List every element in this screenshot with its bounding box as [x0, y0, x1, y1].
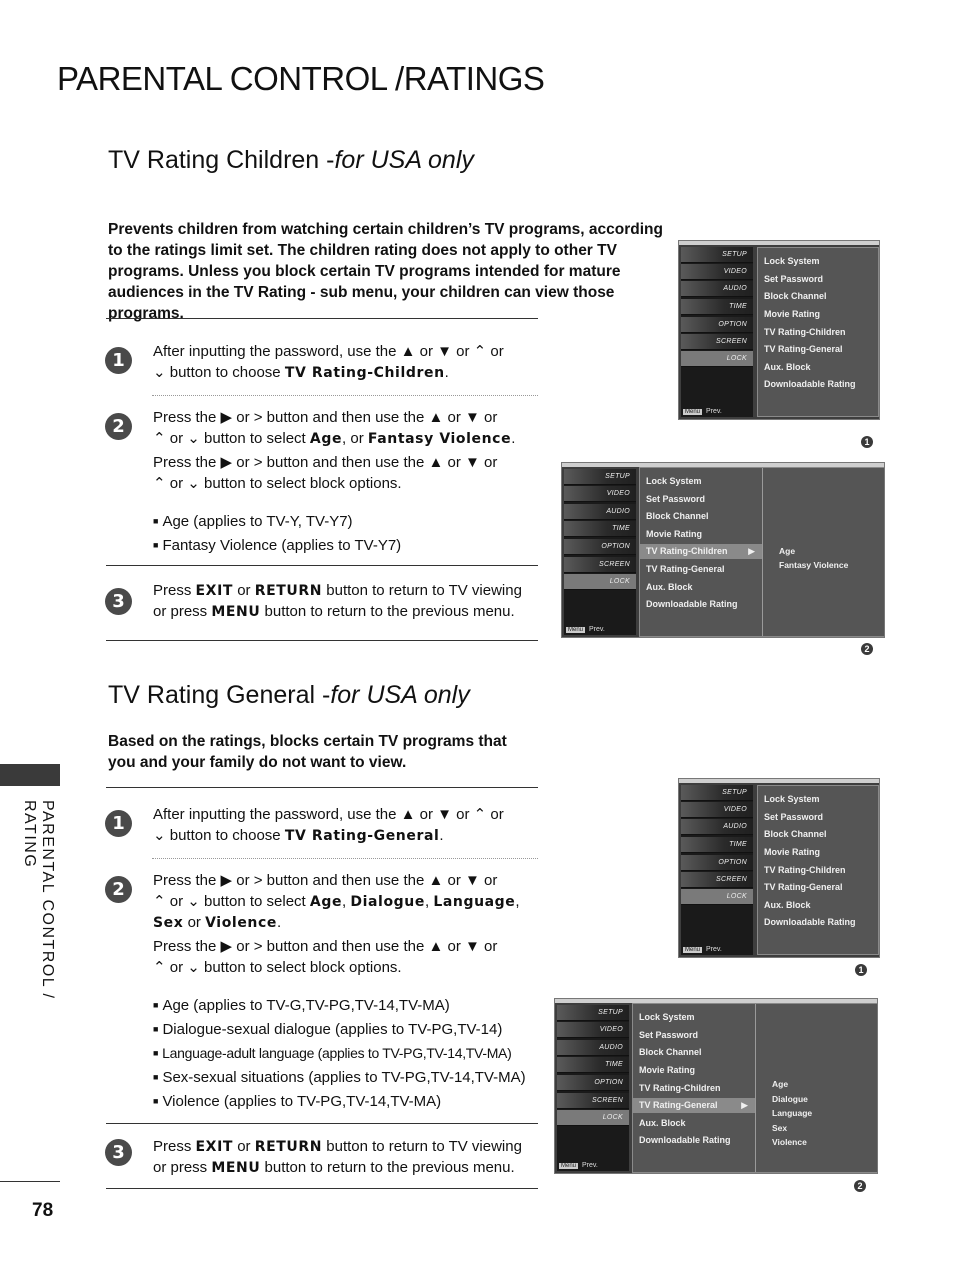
submenu-panel — [762, 468, 884, 636]
menu-footer: Menu Prev. — [685, 408, 722, 415]
menu-item: Movie Rating — [764, 309, 821, 319]
tv-menu-screenshot — [678, 778, 880, 958]
children-step2-line4: ⌃ or ⌄ button to select block options. — [153, 475, 402, 492]
menu-tab: SETUP — [681, 785, 753, 801]
menu-tab: TIME — [557, 1057, 629, 1073]
menu-tab: OPTION — [681, 855, 753, 871]
figure-number: 2 — [861, 643, 873, 655]
general-step2-line3: Sex or Violence. — [153, 914, 282, 931]
menu-item: TV Rating-General — [764, 882, 843, 892]
figure-number: 1 — [861, 436, 873, 448]
keyword: RETURN — [254, 1139, 323, 1155]
general-step2-line5: ⌃ or ⌄ button to select block options. — [153, 959, 402, 976]
step-number: 3 — [105, 588, 132, 615]
menu-item: TV Rating-Children — [764, 865, 846, 875]
divider — [106, 565, 538, 566]
keyword: Sex — [153, 915, 184, 931]
children-step2-line1: Press the ▶ or > button and then use the ▲ or ▼ or — [153, 409, 498, 426]
menu-item: Block Channel — [646, 511, 709, 521]
menu-item: Downloadable Rating — [764, 379, 856, 389]
children-step1-line2: ⌄ button to choose TV Rating-Children. — [153, 364, 449, 381]
page-number: 78 — [32, 1200, 54, 1221]
keyword: Age — [309, 894, 343, 910]
bullet-item: ■ Dialogue-sexual dialogue (applies to TV-PG,TV-14) — [153, 1021, 503, 1038]
menu-item: Lock System — [646, 476, 702, 486]
menu-item: Downloadable Rating — [764, 917, 856, 927]
menu-item: Movie Rating — [646, 529, 703, 539]
menu-footer: Menu Prev. — [568, 626, 605, 633]
children-step2-line2: ⌃ or ⌄ button to select Age, or Fantasy Violence. — [153, 430, 516, 447]
keyword: Dialogue — [350, 894, 425, 910]
general-step2-line1: Press the ▶ or > button and then use the ▲ or ▼ or — [153, 872, 498, 889]
figure-number: 1 — [855, 964, 867, 976]
menu-tab: SETUP — [564, 469, 636, 485]
keyword: RETURN — [254, 583, 323, 599]
menu-tab: VIDEO — [681, 264, 753, 280]
menu-tab-lock: LOCK — [557, 1110, 629, 1126]
dotted-divider — [152, 395, 538, 396]
step-number: 1 — [105, 810, 132, 837]
menu-tab: OPTION — [564, 539, 636, 555]
general-step3-line1: Press EXIT or RETURN button to return to TV viewing — [153, 1138, 522, 1155]
menu-tab: TIME — [681, 837, 753, 853]
divider — [106, 1123, 538, 1124]
menu-panel — [639, 467, 884, 637]
keyword: EXIT — [195, 1139, 234, 1155]
submenu-item: Violence — [772, 1137, 807, 1147]
menu-item: Lock System — [764, 794, 820, 804]
menu-item: Aux. Block — [764, 900, 811, 910]
keyword: TV Rating-Children — [284, 365, 445, 381]
menu-tab: SETUP — [681, 247, 753, 263]
menu-item: Aux. Block — [646, 582, 693, 592]
children-heading-main: TV Rating Children - — [108, 146, 335, 174]
menu-item: Lock System — [764, 256, 820, 266]
children-step3-line1: Press EXIT or RETURN button to return to TV viewing — [153, 582, 522, 599]
step-number: 2 — [105, 876, 132, 903]
menu-tab: AUDIO — [681, 819, 753, 835]
menu-tab: SETUP — [557, 1005, 629, 1021]
menu-item: Downloadable Rating — [646, 599, 738, 609]
children-heading — [108, 146, 474, 175]
divider — [106, 1188, 538, 1189]
menu-tab-lock: LOCK — [681, 351, 753, 367]
menu-item: Movie Rating — [639, 1065, 696, 1075]
menu-tab-lock: LOCK — [681, 889, 753, 905]
menu-tab-lock: LOCK — [564, 574, 636, 590]
children-intro: Prevents children from watching certain children’s TV programs, according to the ratings limit set. The children rating does not apply to other TV programs. Unless you block certain TV programs intended for mature audiences in the TV Rating - sub menu, your children can view those programs. — [108, 221, 663, 322]
menu-tab-strip — [681, 247, 753, 417]
bullet-item: ■ Language-adult language (applies to TV-PG,TV-14,TV-MA) — [153, 1045, 512, 1061]
right-arrow-icon: ▶ — [741, 1100, 748, 1110]
menu-item: Downloadable Rating — [639, 1135, 731, 1145]
bullet-item: ■ Violence (applies to TV-PG,TV-14,TV-MA) — [153, 1093, 442, 1110]
menu-tab: SCREEN — [564, 557, 636, 573]
menu-item: Set Password — [646, 494, 706, 504]
divider — [106, 318, 538, 319]
general-step2-line4: Press the ▶ or > button and then use the ▲ or ▼ or — [153, 938, 498, 955]
menu-tab: TIME — [564, 521, 636, 537]
keyword: MENU — [211, 1160, 261, 1176]
keyword: Fantasy Violence — [367, 431, 512, 447]
menu-item: Aux. Block — [764, 362, 811, 372]
keyword: EXIT — [195, 583, 234, 599]
children-step2-line3: Press the ▶ or > button and then use the ▲ or ▼ or — [153, 454, 498, 471]
step-number: 3 — [105, 1139, 132, 1166]
menu-item-selected: TV Rating-Children ▶ — [640, 544, 763, 559]
menu-tab: VIDEO — [681, 802, 753, 818]
children-step1-line1: After inputting the password, use the ▲ or ▼ or ⌃ or — [153, 343, 504, 360]
menu-item: Set Password — [764, 812, 824, 822]
tv-menu-screenshot — [554, 998, 878, 1174]
right-arrow-icon: ▶ — [748, 546, 755, 556]
page-title: PARENTAL CONTROL /RATINGS — [57, 60, 545, 97]
general-step3-line2: or press MENU button to return to the previous menu. — [153, 1159, 515, 1176]
menu-tab: SCREEN — [681, 334, 753, 350]
menu-panel — [632, 1003, 877, 1173]
menu-footer: Menu Prev. — [561, 1162, 598, 1169]
submenu-panel — [755, 1004, 877, 1172]
step-number: 1 — [105, 347, 132, 374]
menu-tab: OPTION — [681, 317, 753, 333]
menu-tab: SCREEN — [681, 872, 753, 888]
side-tab-marker — [0, 764, 60, 786]
menu-tab-strip — [564, 469, 636, 635]
bullet-item: ■ Age (applies to TV-Y, TV-Y7) — [153, 513, 353, 530]
menu-item: TV Rating-General — [646, 564, 725, 574]
menu-tab: SCREEN — [557, 1093, 629, 1109]
menu-item: TV Rating-Children — [639, 1083, 721, 1093]
keyword: TV Rating-General — [284, 828, 440, 844]
menu-item: Movie Rating — [764, 847, 821, 857]
menu-item: Aux. Block — [639, 1118, 686, 1128]
step-text: , or — [342, 430, 368, 447]
divider — [106, 787, 538, 788]
menu-tab: AUDIO — [564, 504, 636, 520]
general-step2-line2: ⌃ or ⌄ button to select Age, Dialogue, Language, — [153, 893, 520, 910]
menu-tab: AUDIO — [681, 281, 753, 297]
general-step1-line1: After inputting the password, use the ▲ or ▼ or ⌃ or — [153, 806, 504, 823]
menu-item: Set Password — [639, 1030, 699, 1040]
page-number-rule — [0, 1181, 60, 1182]
bullet-item: ■ Age (applies to TV-G,TV-PG,TV-14,TV-MA) — [153, 997, 450, 1014]
general-heading-italic: for USA only — [330, 681, 470, 709]
submenu-item: Age — [779, 546, 796, 556]
tv-menu-screenshot — [678, 240, 880, 420]
menu-item: Set Password — [764, 274, 824, 284]
menu-item: Block Channel — [639, 1047, 702, 1057]
general-heading-main: TV Rating General - — [108, 681, 331, 709]
children-heading-italic: for USA only — [334, 146, 474, 174]
keyword: Age — [309, 431, 343, 447]
menu-tab: VIDEO — [557, 1022, 629, 1038]
submenu-item: Language — [772, 1108, 813, 1118]
step-text: ⌃ or ⌄ button to select — [153, 430, 310, 447]
menu-item: TV Rating-General — [764, 344, 843, 354]
menu-tab: AUDIO — [557, 1040, 629, 1056]
step-number: 2 — [105, 413, 132, 440]
menu-item: TV Rating-Children — [764, 327, 846, 337]
menu-tab-strip — [557, 1005, 629, 1171]
menu-footer: Menu Prev. — [685, 946, 722, 953]
step-text: ⌄ button to choose — [153, 364, 285, 381]
menu-item: Lock System — [639, 1012, 695, 1022]
menu-panel — [757, 785, 879, 955]
children-step3-line2: or press MENU button to return to the previous menu. — [153, 603, 515, 620]
menu-tab-strip — [681, 785, 753, 955]
keyword: MENU — [211, 604, 261, 620]
menu-item: Block Channel — [764, 829, 827, 839]
menu-tab: TIME — [681, 299, 753, 315]
menu-item-selected: TV Rating-General ▶ — [633, 1098, 756, 1113]
general-step1-line2: ⌄ button to choose TV Rating-General. — [153, 827, 444, 844]
submenu-item: Sex — [772, 1123, 788, 1133]
submenu-item: Dialogue — [772, 1094, 808, 1104]
bullet-item: ■ Fantasy Violence (applies to TV-Y7) — [153, 537, 402, 554]
menu-tab: OPTION — [557, 1075, 629, 1091]
tv-menu-screenshot — [561, 462, 885, 638]
dotted-divider — [152, 858, 538, 859]
general-intro: Based on the ratings, blocks certain TV programs that you and your family do not want to view. — [108, 733, 507, 771]
bullet-item: ■ Sex-sexual situations (applies to TV-PG,TV-14,TV-MA) — [153, 1069, 526, 1086]
general-heading — [108, 681, 470, 710]
figure-number: 2 — [854, 1180, 866, 1192]
submenu-item: Age — [772, 1079, 789, 1089]
submenu-item: Fantasy Violence — [779, 560, 849, 570]
menu-tab: VIDEO — [564, 486, 636, 502]
keyword: Language — [433, 894, 516, 910]
side-section-label: PARENTAL CONTROL / RATING — [21, 800, 56, 1000]
menu-panel — [757, 247, 879, 417]
keyword: Violence — [205, 915, 277, 931]
divider — [106, 640, 538, 641]
menu-item: Block Channel — [764, 291, 827, 301]
